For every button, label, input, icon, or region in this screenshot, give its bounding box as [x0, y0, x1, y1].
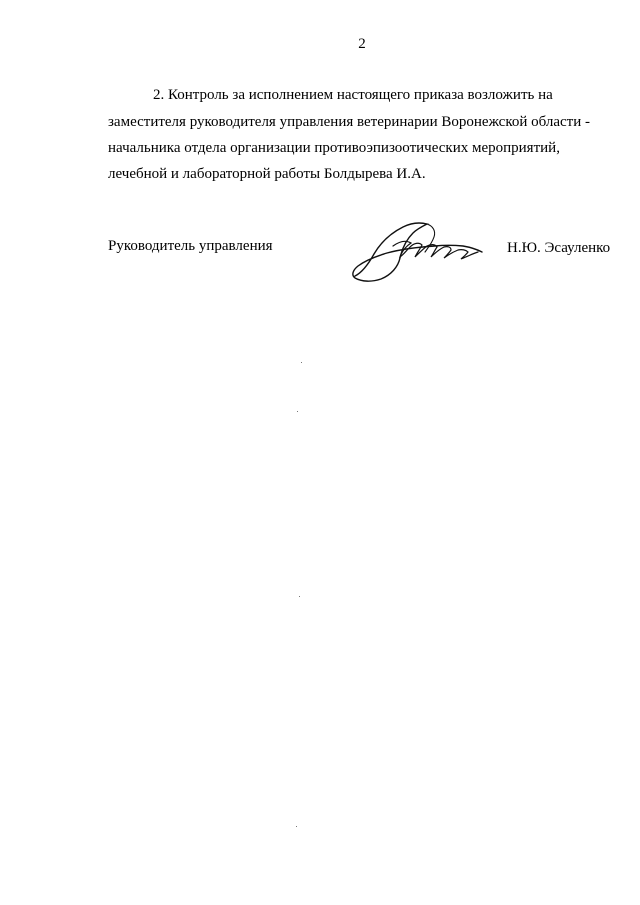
paragraph-line-1-content: 2. Контроль за исполнением настоящего приказа возложить на [153, 87, 553, 103]
handwritten-signature [345, 215, 495, 285]
paragraph-line-3-content: начальника отдела организации противоэпизоотических мероприятий, [108, 140, 560, 156]
signatory-name: Н.Ю. Эсауленко [507, 240, 611, 256]
scan-speck-3 [299, 596, 300, 597]
paragraph-line-4-content: лечебной и лабораторной работы Болдырева И.А. [108, 166, 426, 182]
paragraph-line-2-content: заместителя руководителя управления ветеринарии Воронежской области - [108, 114, 591, 130]
paragraph-line-1-text [153, 86, 616, 104]
scan-speck-4 [296, 826, 297, 827]
paragraph-line-4 [108, 165, 426, 183]
scan-speck-2 [297, 411, 298, 412]
page-number: 2 [358, 36, 366, 52]
paragraph-line-3-text [108, 139, 616, 157]
paragraph-line-2 [108, 113, 616, 131]
scan-speck-1 [301, 362, 302, 363]
paragraph-line-3 [108, 139, 616, 157]
signatory-title: Руководитель управления [108, 238, 273, 254]
paragraph-line-2-text [108, 113, 616, 131]
paragraph-line-1 [153, 86, 616, 104]
